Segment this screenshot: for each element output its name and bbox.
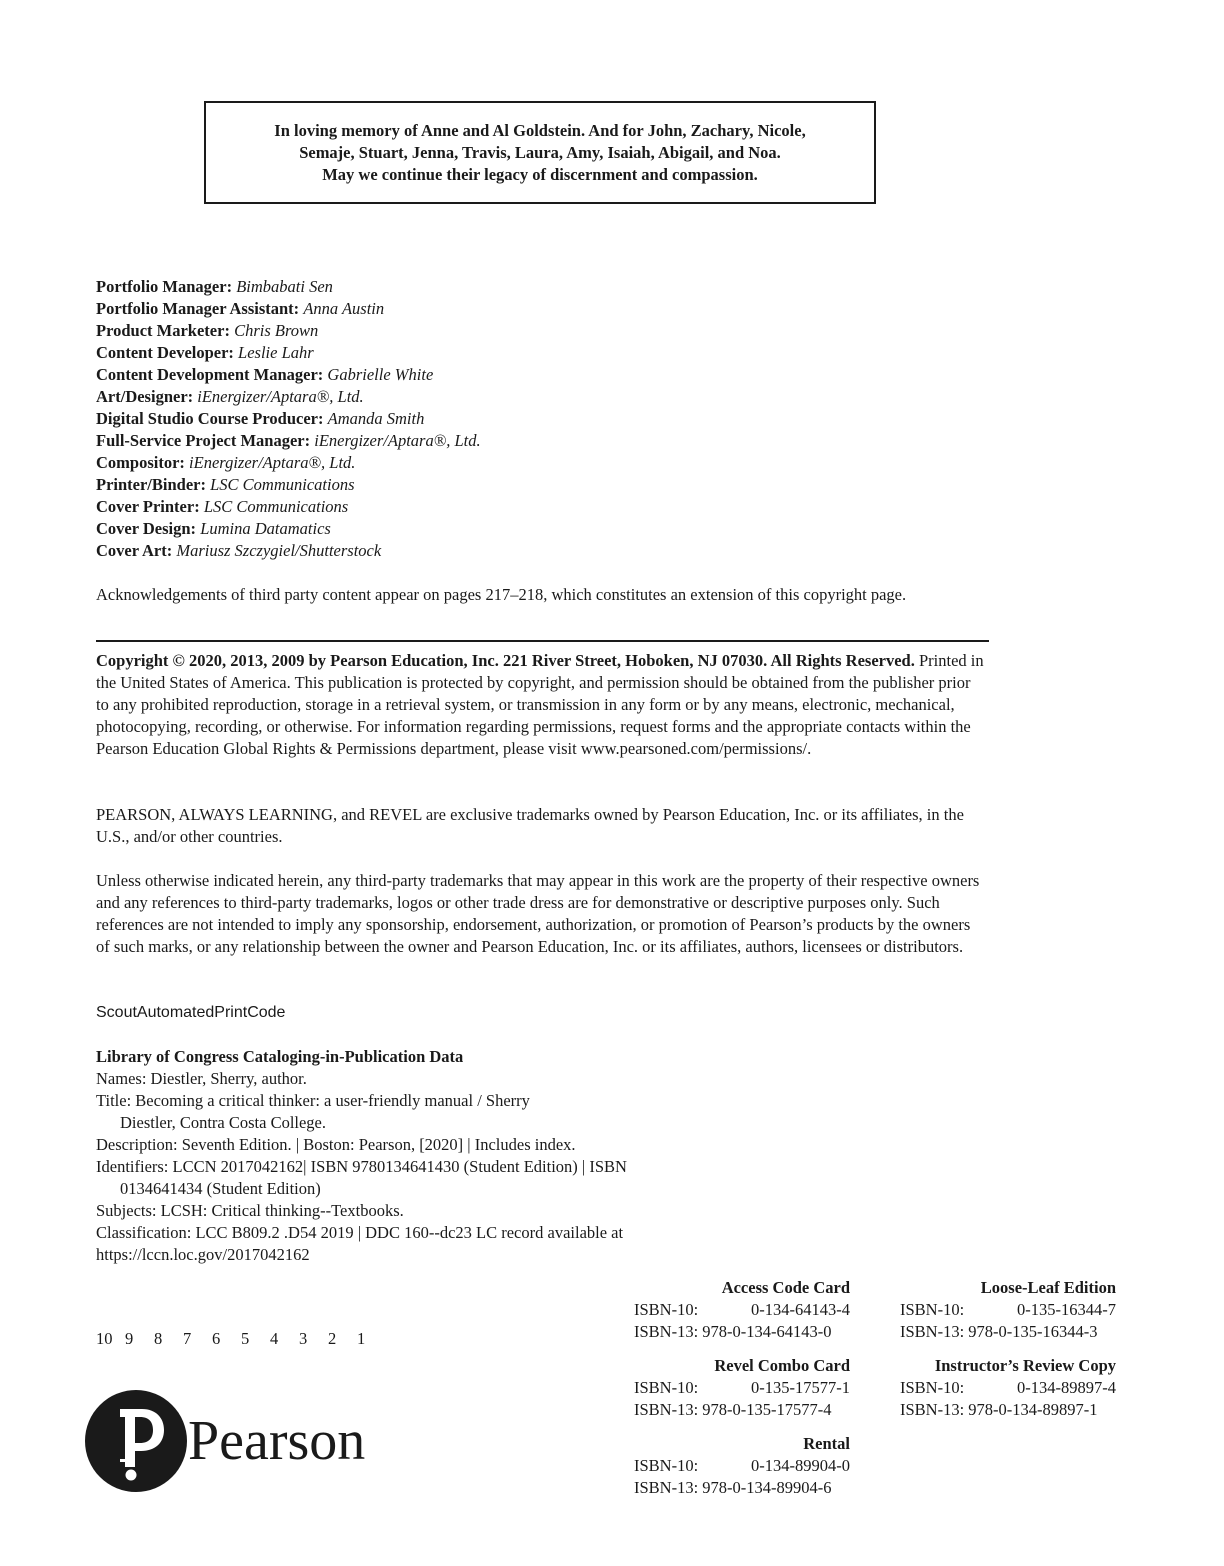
print-number: 9 (125, 1329, 134, 1348)
print-number: 1 (357, 1329, 366, 1348)
isbn-block-title: Instructor’s Review Copy (934, 1356, 1116, 1375)
credit-name: iEnergizer/Aptara®, Ltd. (197, 387, 364, 406)
isbn-block-title: Rental (803, 1434, 850, 1453)
isbn-block-title: Access Code Card (721, 1278, 850, 1297)
print-number: 6 (212, 1329, 221, 1348)
isbn-block-title: Revel Combo Card (714, 1356, 850, 1375)
credit-name: Anna Austin (303, 299, 385, 318)
dedication-line: May we continue their legacy of discernment and compassion. (322, 164, 758, 184)
isbn10-line: ISBN-10: 0-135-17577-1 (634, 1378, 850, 1397)
print-number: 4 (270, 1329, 279, 1348)
credit-role: Content Development Manager: (96, 365, 324, 384)
credits-list (96, 276, 896, 562)
cip-heading: Library of Congress Cataloging-in-Publication Data (96, 1047, 464, 1066)
isbn-block-title: Loose-Leaf Edition (980, 1278, 1116, 1297)
credit-role: Art/Designer: (96, 387, 194, 406)
credit-role: Product Marketer: (96, 321, 230, 340)
isbn10-line: ISBN-10: 0-134-89904-0 (634, 1456, 850, 1475)
isbn-block-loose-leaf (900, 1277, 1116, 1343)
cip-identifiers-cont: 0134641434 (Student Edition) (120, 1179, 321, 1198)
third-party-notice: Unless otherwise indicated herein, any third-party trademarks that may appear in this work are the property of their respective owners and any references to third-party trademarks, logos or other trade dress are for demonstrative or descriptive purposes only. Such references are not intended to imply any sponsorship, endorsement, authorization, or promotion of Pearson’s products by the owners of such marks, or any relationship between the owner and Pearson Education, Inc. or its affiliates, authors, licensees or distributors. (96, 871, 980, 956)
credit-row (96, 452, 896, 474)
credit-name: Chris Brown (234, 321, 319, 340)
credit-role: Cover Printer: (96, 497, 200, 516)
credit-name: iEnergizer/Aptara®, Ltd. (314, 431, 481, 450)
credit-role: Compositor: (96, 453, 185, 472)
credit-name: Mariusz Szczygiel/Shutterstock (176, 541, 382, 560)
pearson-wordmark: Pearson (188, 1410, 366, 1472)
print-number: 10 (96, 1329, 113, 1348)
cip-names: Names: Diestler, Sherry, author. (96, 1069, 307, 1088)
credit-role: Printer/Binder: (96, 475, 206, 494)
credit-name: Amanda Smith (327, 409, 425, 428)
print-number: 8 (154, 1329, 163, 1348)
credit-name: iEnergizer/Aptara®, Ltd. (189, 453, 356, 472)
isbn10-line: ISBN-10: 0-134-89897-4 (900, 1378, 1116, 1397)
credit-role: Content Developer: (96, 343, 234, 362)
credit-row (96, 408, 896, 430)
credit-row (96, 364, 896, 386)
cip-subjects: Subjects: LCSH: Critical thinking--Textbooks. (96, 1201, 404, 1220)
credit-row (96, 342, 896, 364)
credit-row (96, 386, 896, 408)
credit-row (96, 276, 896, 298)
isbn10-line: ISBN-10: 0-135-16344-7 (900, 1300, 1116, 1319)
isbn-block-revel-combo (634, 1355, 850, 1421)
isbn10-line: ISBN-10: 0-134-64143-4 (634, 1300, 850, 1319)
trademarks-notice: PEARSON, ALWAYS LEARNING, and REVEL are exclusive trademarks owned by Pearson Education, Inc. or its affiliates, in the U.S., and/or other countries. (96, 805, 964, 846)
credit-name: LSC Communications (203, 497, 349, 516)
cip-title-cont: Diestler, Contra Costa College. (120, 1113, 327, 1132)
credit-name: Lumina Datamatics (200, 519, 331, 538)
cip-title: Title: Becoming a critical thinker: a user-friendly manual / Sherry (96, 1091, 530, 1110)
credit-role: Cover Design: (96, 519, 197, 538)
dedication-line: Semaje, Stuart, Jenna, Travis, Laura, Amy, Isaiah, Abigail, and Noa. (299, 142, 781, 162)
credit-row (96, 474, 896, 496)
copyright-text: Printed in the United States of America. This publication is protected by copyright, and permission should be obtained from the publisher prior to any prohibited reproduction, storage in a retrieval system, or transmission in any form or by any means, electronic, mechanical, photocopying, recording, or otherwise. For information regarding permissions, request forms and the appropriate contacts within the Pearson Education Global Rights & Permissions department, please visit www.pearsoned.com/permissions/. (96, 651, 984, 758)
isbn13-line: ISBN-13: 978-0-135-16344-3 (900, 1322, 1098, 1341)
credit-role: Portfolio Manager: (96, 277, 233, 296)
cip-classification-cont: https://lccn.loc.gov/2017042162 (96, 1245, 310, 1264)
isbn13-line: ISBN-13: 978-0-135-17577-4 (634, 1400, 832, 1419)
isbn13-line: ISBN-13: 978-0-134-89897-1 (900, 1400, 1098, 1419)
credit-role: Portfolio Manager Assistant: (96, 299, 300, 318)
print-number: 3 (299, 1329, 308, 1348)
credit-name: Gabrielle White (327, 365, 434, 384)
isbn-block-access-code (634, 1277, 850, 1343)
credit-row (96, 320, 896, 342)
copyright-notice (96, 650, 986, 760)
dedication-box (204, 101, 876, 204)
cip-identifiers: Identifiers: LCCN 2017042162| ISBN 9780134641430 (Student Edition) | ISBN (96, 1157, 627, 1176)
credit-name: Leslie Lahr (238, 343, 314, 362)
printing-number-line (96, 1328, 386, 1350)
acknowledgements-text: Acknowledgements of third party content appear on pages 217–218, which constitutes an extension of this copyright page. (96, 585, 907, 604)
credit-row (96, 430, 896, 452)
print-number: 2 (328, 1329, 337, 1348)
credit-row (96, 518, 896, 540)
print-number: 5 (241, 1329, 250, 1348)
print-number: 7 (183, 1329, 192, 1348)
pearson-logo-mark-icon (84, 1389, 404, 1493)
cip-data (96, 1046, 736, 1266)
print-code: ScoutAutomatedPrintCode (96, 1004, 286, 1021)
credit-row (96, 298, 896, 320)
section-divider (96, 640, 989, 642)
isbn13-line: ISBN-13: 978-0-134-64143-0 (634, 1322, 832, 1341)
credit-role: Cover Art: (96, 541, 173, 560)
cip-classification: Classification: LCC B809.2 .D54 2019 | DDC 160--dc23 LC record available at (96, 1223, 624, 1242)
pearson-logo (84, 1389, 404, 1493)
isbn-block-rental (634, 1433, 850, 1499)
credit-name: Bimbabati Sen (236, 277, 333, 296)
credit-name: LSC Communications (210, 475, 355, 494)
credit-row (96, 540, 896, 562)
isbn-block-instructor-review (900, 1355, 1116, 1421)
isbn13-line: ISBN-13: 978-0-134-89904-6 (634, 1478, 832, 1497)
credit-row (96, 496, 896, 518)
dedication-line: In loving memory of Anne and Al Goldstein. And for John, Zachary, Nicole, (274, 120, 806, 140)
credit-role: Digital Studio Course Producer: (96, 409, 324, 428)
credit-role: Full-Service Project Manager: (96, 431, 311, 450)
cip-description: Description: Seventh Edition. | Boston: Pearson, [2020] | Includes index. (96, 1135, 576, 1154)
copyright-bold: Copyright © 2020, 2013, 2009 by Pearson Education, Inc. 221 River Street, Hoboken, NJ 07030. All Rights Reserved. (96, 651, 915, 670)
